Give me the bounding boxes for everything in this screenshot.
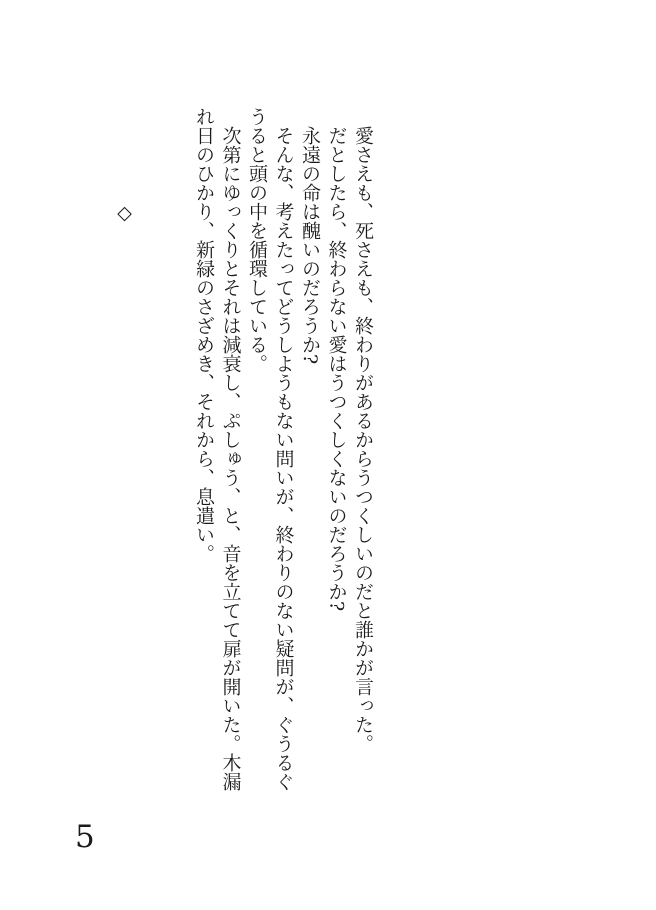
blank-column (138, 107, 165, 807)
vertical-text-block (111, 107, 376, 807)
text-column: 愛さえも、死さえも、終わりがあるからうつくしいのだと誰かが言った。 (352, 107, 374, 753)
text-column: れ日のひかり、新緑のさざめき、それから、息遣い。 (193, 107, 215, 563)
text-column: 次第にゆっくりとそれは減衰し、ぷしゅう、と、音を立てて扉が開いた。木漏 (219, 107, 242, 791)
blank-column (164, 107, 191, 807)
page-number: 5 (75, 819, 95, 855)
text-column: 永遠の命は醜いのだろうか? (299, 107, 321, 365)
text-column: そんな、考えたってどうしようもない問いが、終わりのない疑問が、ぐうるぐ (272, 107, 295, 791)
text-column: だとしたら、終わらない愛はうつくしくないのだろうか? (325, 107, 348, 612)
text-column: うると頭の中を循環している。 (246, 107, 268, 373)
section-separator: ◇ (113, 107, 136, 224)
